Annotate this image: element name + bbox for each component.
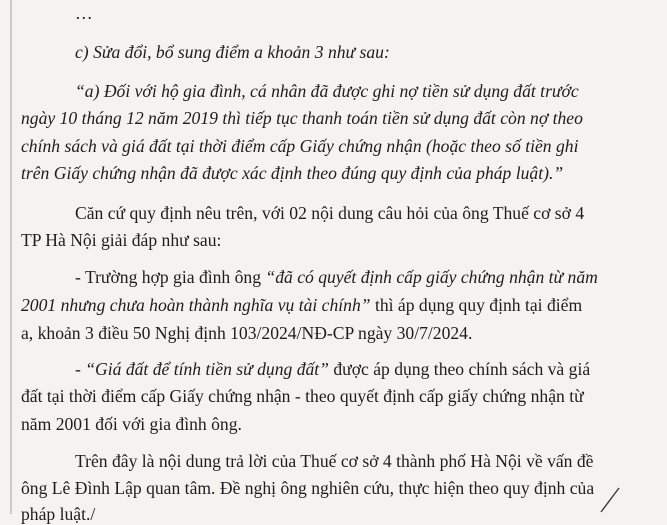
bullet1-quote-end: 2001 nhưng chưa hoàn thành nghĩa vụ tài chính” — [21, 295, 371, 315]
closing-line-1: Trên đây là nội dung trả lời của Thuế cơ sở 4 thành phố Hà Nội về vấn đề — [75, 451, 594, 471]
bullet1-rest: thì áp dụng quy định tại điểm — [370, 295, 583, 315]
closing-line-3: pháp luật./ — [21, 504, 96, 524]
quote-line-4: trên Giấy chứng nhận đã được xác định theo đúng quy định của pháp luật).” — [21, 163, 564, 183]
basis-line-2: TP Hà Nội giải đáp như sau: — [21, 230, 222, 250]
bullet2-line-3: năm 2001 đối với gia đình ông. — [21, 414, 242, 434]
quote-line-1: “a) Đối với hộ gia đình, cá nhân đã được ghi nợ tiền sử dụng đất trước — [75, 81, 579, 101]
bullet1-prefix: - Trường hợp gia đình ông — [75, 267, 266, 287]
quote-line-3: chính sách và giá đất tại thời điểm cấp Giấy chứng nhận (hoặc theo số tiền ghi — [21, 136, 579, 156]
basis-line-1: Căn cứ quy định nêu trên, với 02 nội dung câu hỏi của ông Thuế cơ sở 4 — [75, 203, 585, 223]
bullet1-line-3: a, khoản 3 điều 50 Nghị định 103/2024/NĐ-CP ngày 30/7/2024. — [21, 323, 473, 343]
bullet2-line-2: đất tại thời điểm cấp Giấy chứng nhận - theo quyết định cấp giấy chứng nhận từ — [21, 386, 584, 406]
bullet2-prefix: - — [75, 359, 86, 379]
pen-stroke-mark — [597, 484, 637, 514]
section-heading: c) Sửa đổi, bổ sung điểm a khoản 3 như sau: — [75, 42, 390, 62]
ellipsis: … — [75, 3, 93, 23]
bullet2-quote: “Giá đất để tính tiền sử dụng đất” — [85, 359, 329, 379]
bullet1-line-2 — [21, 294, 582, 316]
closing-line-2: ông Lê Đình Lập quan tâm. Đề nghị ông nghiên cứu, thực hiện theo quy định của — [21, 478, 595, 498]
bullet2-rest: được áp dụng theo chính sách và giá — [328, 359, 591, 379]
scan-edge-line — [10, 0, 12, 514]
bullet2-line-1 — [75, 358, 590, 380]
quote-line-2: ngày 10 tháng 12 năm 2019 thì tiếp tục thanh toán tiền sử dụng đất còn nợ theo — [21, 108, 583, 128]
bullet1-quote-start: “đã có quyết định cấp giấy chứng nhận từ năm — [265, 267, 598, 287]
bullet1-line-1 — [75, 266, 598, 288]
